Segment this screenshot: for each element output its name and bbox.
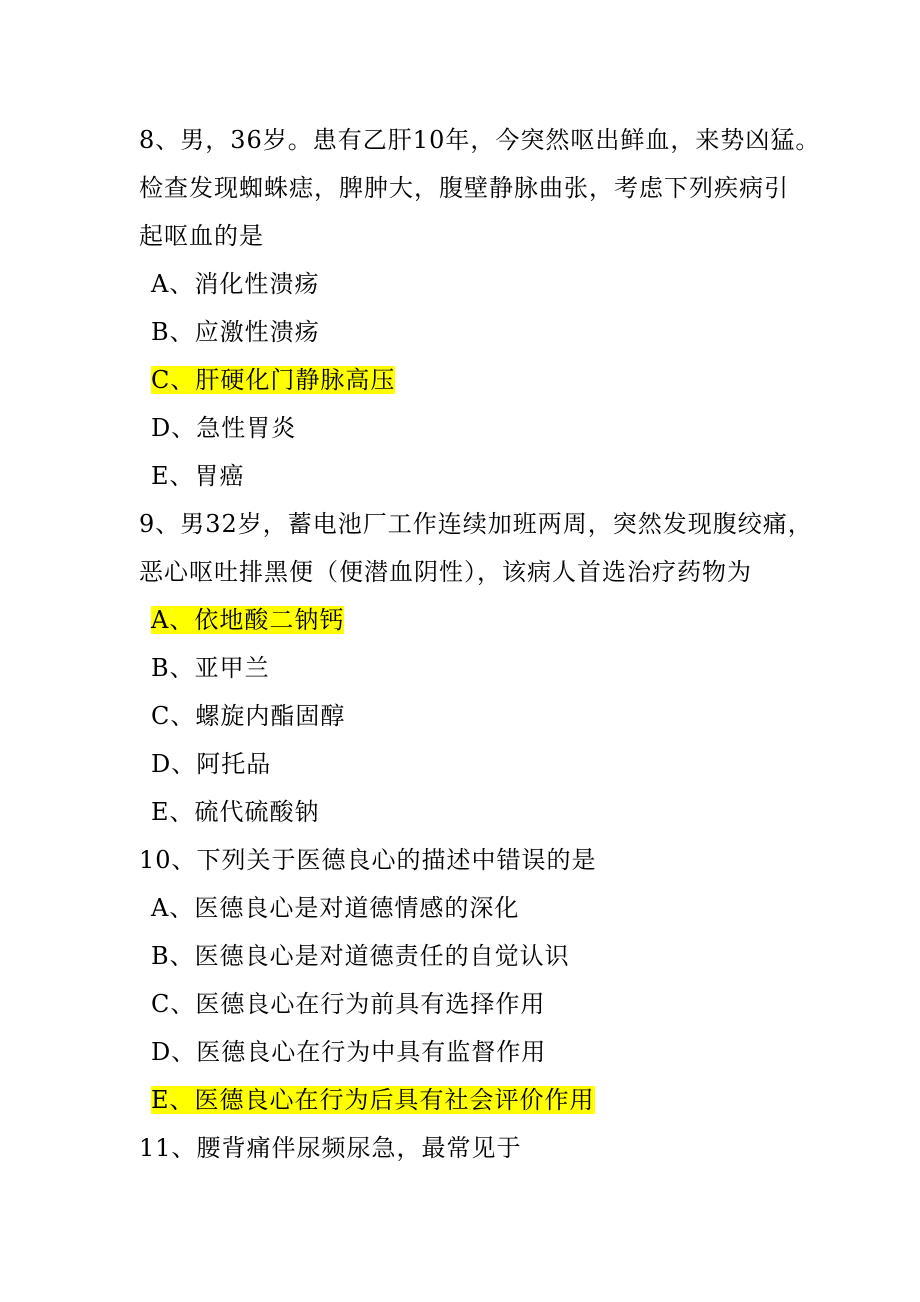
question-11-stem-line-1: 11、腰背痛伴尿频尿急，最常见于: [139, 1134, 522, 1162]
question-8-stem-line-1: 8、男，36岁。患有乙肝10年，今突然呕出鲜血，来势凶猛。: [139, 126, 821, 154]
highlighted-answer: E、医德良心在行为后具有社会评价作用: [151, 1086, 595, 1114]
highlighted-answer: A、依地酸二钠钙: [151, 606, 345, 634]
question-9-stem-line-2: 恶心呕吐排黑便（便潜血阴性），该病人首选治疗药物为: [139, 558, 752, 586]
question-8-option-c-answer: [139, 356, 810, 404]
option-text: B、亚甲兰: [151, 654, 270, 682]
question-8-option-b: [139, 308, 810, 356]
question-9: [139, 500, 813, 836]
question-8-stem-line-2: 检查发现蜘蛛痣，脾肿大，腹壁静脉曲张，考虑下列疾病引: [139, 174, 789, 202]
question-10-option-c: [139, 980, 810, 1028]
question-9-option-c: [139, 692, 810, 740]
question-9-option-a-answer: [139, 596, 810, 644]
question-9-option-b: [139, 644, 810, 692]
option-text: C、医德良心在行为前具有选择作用: [151, 990, 546, 1018]
question-11: [139, 1124, 810, 1172]
option-text: D、医德良心在行为中具有监督作用: [151, 1038, 547, 1066]
question-8-stem-line-3: 起呕血的是: [139, 222, 264, 250]
question-10-stem-line-1: 10、下列关于医德良心的描述中错误的是: [139, 846, 597, 874]
question-10: [139, 836, 810, 1124]
question-8-option-d: [139, 404, 810, 452]
option-text: E、硫代硫酸钠: [151, 798, 320, 826]
question-10-option-e-answer: [139, 1076, 810, 1124]
question-9-option-d: [139, 740, 810, 788]
option-text: B、医德良心是对道德责任的自觉认识: [151, 942, 570, 970]
question-10-option-b: [139, 932, 810, 980]
question-8-option-a: [139, 260, 810, 308]
option-text: A、医德良心是对道德情感的深化: [151, 894, 520, 922]
option-text: D、急性胃炎: [151, 414, 297, 442]
question-9-stem-line-1: 9、男32岁，蓄电池厂工作连续加班两周，突然发现腹绞痛，: [139, 510, 813, 538]
option-text: D、阿托品: [151, 750, 272, 778]
option-text: E、胃癌: [151, 462, 245, 490]
question-10-option-d: [139, 1028, 810, 1076]
question-8-option-e: [139, 452, 810, 500]
highlighted-answer: C、肝硬化门静脉高压: [151, 366, 396, 394]
option-text: A、消化性溃疡: [151, 270, 320, 298]
question-9-option-e: [139, 788, 810, 836]
question-8: [139, 116, 821, 500]
question-10-option-a: [139, 884, 810, 932]
option-text: B、应激性溃疡: [151, 318, 320, 346]
option-text: C、螺旋内酯固醇: [151, 702, 346, 730]
